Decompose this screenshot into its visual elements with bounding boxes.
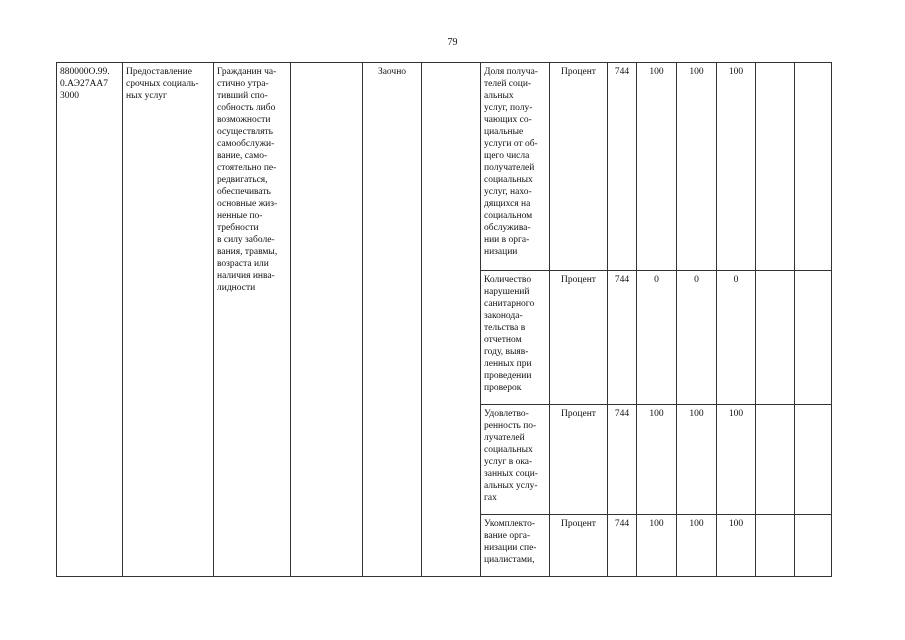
indicator-unit: Процент: [550, 63, 608, 271]
indicator-value-2: 100: [677, 515, 717, 577]
indicator-name: Укомплекто- вание орга- низации спе- циалистами,: [481, 515, 550, 577]
indicator-value-1: 0: [637, 271, 677, 405]
service-form: Заочно: [363, 63, 422, 577]
empty-cell: [756, 271, 795, 405]
indicator-value-1: 100: [637, 63, 677, 271]
indicator-unit: Процент: [550, 271, 608, 405]
empty-cell: [422, 63, 481, 577]
service-table: [56, 62, 832, 577]
empty-cell: [795, 271, 832, 405]
page-number: 79: [447, 37, 458, 48]
indicator-name: Удовлетво- ренность по- лучателей социальных услуг в ока- занных соци- альных услу- гах: [481, 405, 550, 515]
service-code: 880000О.99. 0.АЭ27АА7 3000: [57, 63, 123, 577]
service-name: Предоставление срочных социаль- ных услуг: [123, 63, 214, 577]
indicator-okei: 744: [608, 271, 637, 405]
indicator-unit: Процент: [550, 515, 608, 577]
indicator-name: Количество нарушений санитарного законода- тельства в отчетном году, выяв- ленных при проведении проверок: [481, 271, 550, 405]
indicator-value-1: 100: [637, 515, 677, 577]
empty-cell: [795, 405, 832, 515]
indicator-okei: 744: [608, 63, 637, 271]
empty-cell: [795, 63, 832, 271]
indicator-value-3: 100: [717, 515, 756, 577]
empty-cell: [795, 515, 832, 577]
empty-cell: [756, 63, 795, 271]
indicator-value-2: 100: [677, 63, 717, 271]
empty-cell: [756, 515, 795, 577]
indicator-value-1: 100: [637, 405, 677, 515]
table-row: [57, 63, 832, 271]
indicator-name: Доля получа- телей соци- альных услуг, полу- чающих со- циальные услуги от об- щего числа получателей социальных услуг, нахо- дящихся на социальном обслужива- нии в орга- низации: [481, 63, 550, 271]
empty-cell: [756, 405, 795, 515]
empty-cell: [291, 63, 363, 577]
indicator-value-2: 0: [677, 271, 717, 405]
indicator-unit: Процент: [550, 405, 608, 515]
indicator-value-3: 0: [717, 271, 756, 405]
indicator-okei: 744: [608, 405, 637, 515]
indicator-value-3: 100: [717, 63, 756, 271]
indicator-okei: 744: [608, 515, 637, 577]
recipient-category: Гражданин ча- стично утра- тивший спо- собность либо возможности осуществлять самообслужи- вание, само- стоятельно пе- редвигаться, обеспечивать основные жиз- ненные по- требности в силу заболе- вания, травмы, возраста или наличия инва- лидности: [214, 63, 291, 577]
indicator-value-3: 100: [717, 405, 756, 515]
indicator-value-2: 100: [677, 405, 717, 515]
